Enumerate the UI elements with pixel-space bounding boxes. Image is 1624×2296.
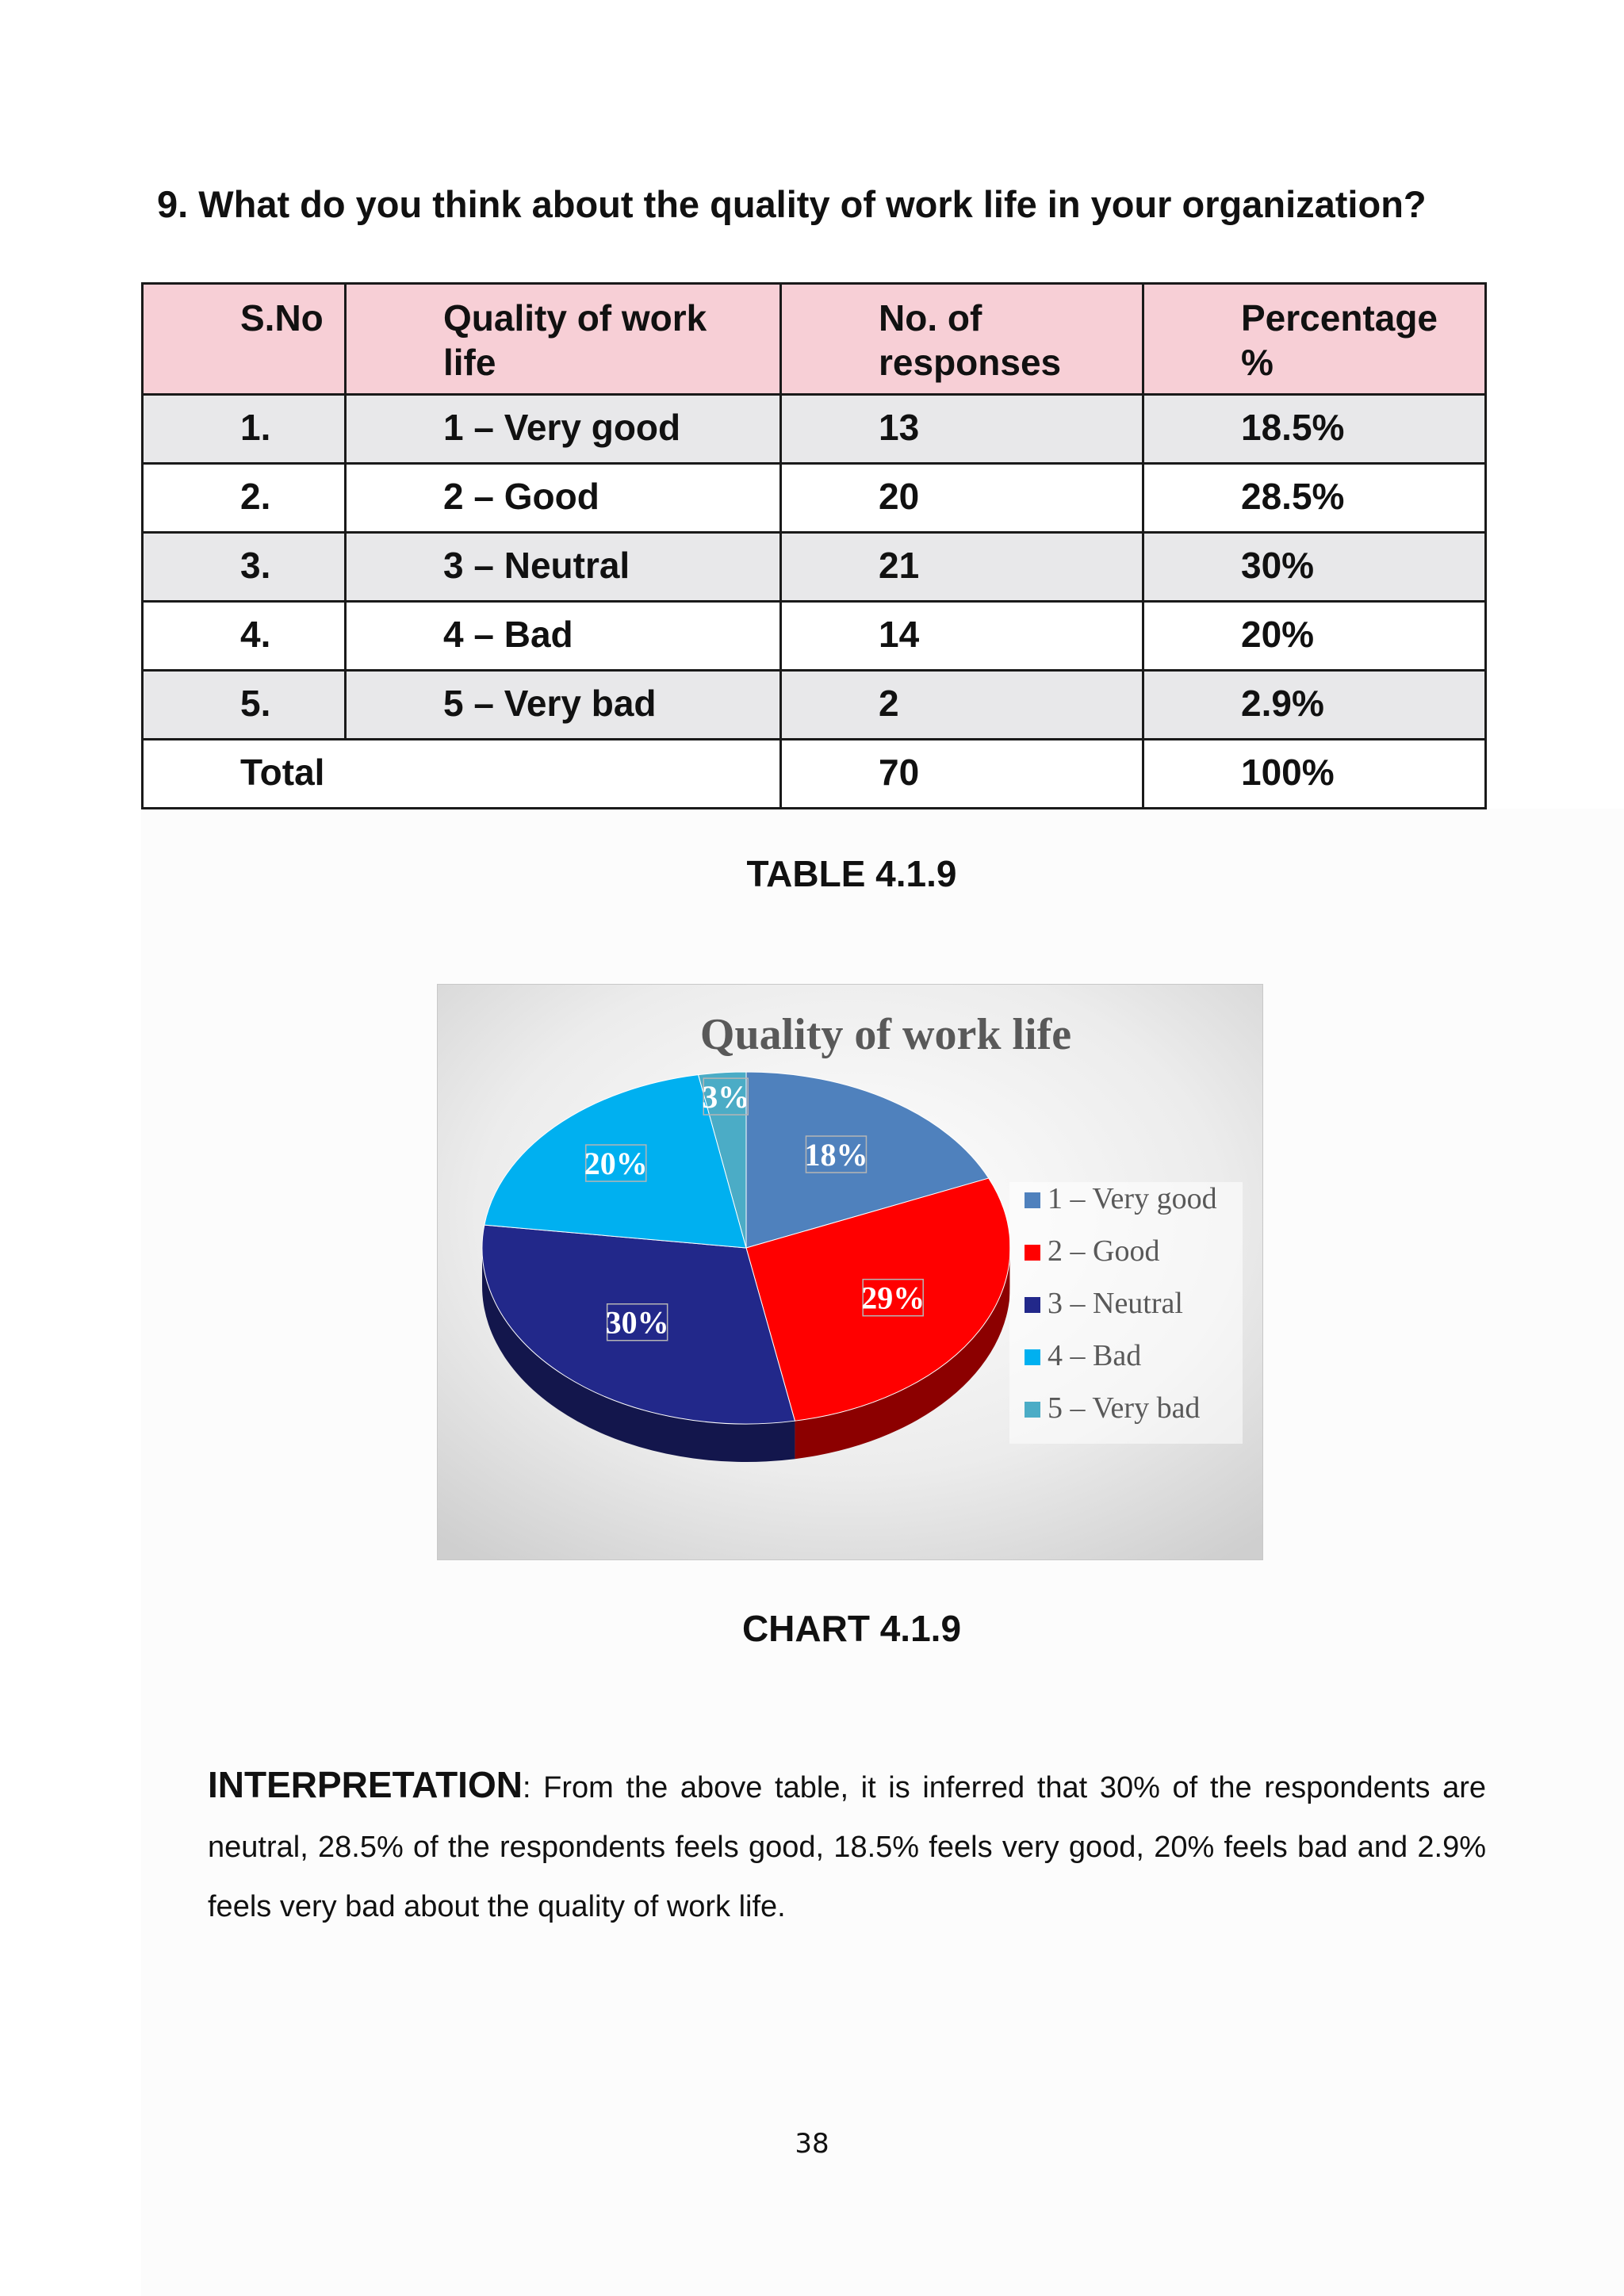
cell-percentage: 28.5% [1143, 464, 1486, 533]
table-total-row [143, 740, 1486, 809]
header-percentage: Percentage % [1143, 284, 1486, 395]
cell-quality: 5 – Very bad [346, 671, 781, 740]
cell-quality: 1 – Very good [346, 395, 781, 464]
cell-responses: 2 [781, 671, 1143, 740]
cell-sno: 3. [143, 533, 346, 602]
table-row [143, 533, 1486, 602]
table-row [143, 602, 1486, 671]
cell-percentage: 30% [1143, 533, 1486, 602]
legend-swatch [1025, 1245, 1040, 1261]
cell-responses: 13 [781, 395, 1143, 464]
data-label: 18% [804, 1137, 868, 1173]
interpretation-text: : From the above table, it is inferred that 30% of the respondents are neutral, 28.5% of the respondents feels good, 18.5% feels very good, 20% feels bad and 2.9% feels very bad about the quality of work life. [208, 1771, 1486, 1923]
chart-caption: CHART 4.1.9 [741, 1608, 962, 1649]
cell-responses: 14 [781, 602, 1143, 671]
cell-sno: 5. [143, 671, 346, 740]
data-label: 20% [584, 1146, 648, 1182]
legend-label: 3 – Neutral [1048, 1287, 1183, 1320]
cell-quality: 2 – Good [346, 464, 781, 533]
pie-chart [437, 984, 1263, 1560]
cell-percentage: 2.9% [1143, 671, 1486, 740]
data-label: 29% [861, 1280, 925, 1316]
page-number: 38 [795, 2128, 829, 2160]
interpretation-lead: INTERPRETATION [208, 1764, 523, 1805]
table-row [143, 671, 1486, 740]
legend-label: 2 – Good [1048, 1234, 1160, 1268]
header-sno: S.No [143, 284, 346, 395]
table-row [143, 395, 1486, 464]
header-responses: No. of responses [781, 284, 1143, 395]
cell-percentage: 20% [1143, 602, 1486, 671]
pie-chart-container [437, 984, 1263, 1560]
pie-slices [482, 1072, 1010, 1424]
legend-label: 1 – Very good [1048, 1182, 1217, 1215]
cell-percentage: 18.5% [1143, 395, 1486, 464]
cell-responses: 20 [781, 464, 1143, 533]
cell-total-label: Total [143, 740, 781, 809]
cell-quality: 4 – Bad [346, 602, 781, 671]
chart-title: Quality of work life [699, 1010, 1072, 1059]
responses-table [141, 282, 1487, 809]
cell-sno: 2. [143, 464, 346, 533]
legend-swatch [1025, 1297, 1040, 1313]
data-label: 30% [605, 1304, 669, 1341]
cell-quality: 3 – Neutral [346, 533, 781, 602]
legend-swatch [1025, 1349, 1040, 1365]
cell-sno: 4. [143, 602, 346, 671]
interpretation-paragraph [208, 1755, 1486, 1937]
legend-swatch [1025, 1192, 1040, 1208]
cell-sno: 1. [143, 395, 346, 464]
cell-responses: 21 [781, 533, 1143, 602]
legend-label: 4 – Bad [1048, 1339, 1142, 1372]
header-quality: Quality of work life [346, 284, 781, 395]
question-heading: 9. What do you think about the quality of work life in your organization? [157, 183, 1427, 225]
cell-total-responses: 70 [781, 740, 1143, 809]
legend-swatch [1025, 1402, 1040, 1418]
data-label: 3% [702, 1079, 750, 1115]
cell-total-percentage: 100% [1143, 740, 1486, 809]
table-header-row [143, 284, 1486, 395]
table-caption: TABLE 4.1.9 [746, 853, 957, 894]
table-row [143, 464, 1486, 533]
legend-label: 5 – Very bad [1048, 1391, 1201, 1425]
